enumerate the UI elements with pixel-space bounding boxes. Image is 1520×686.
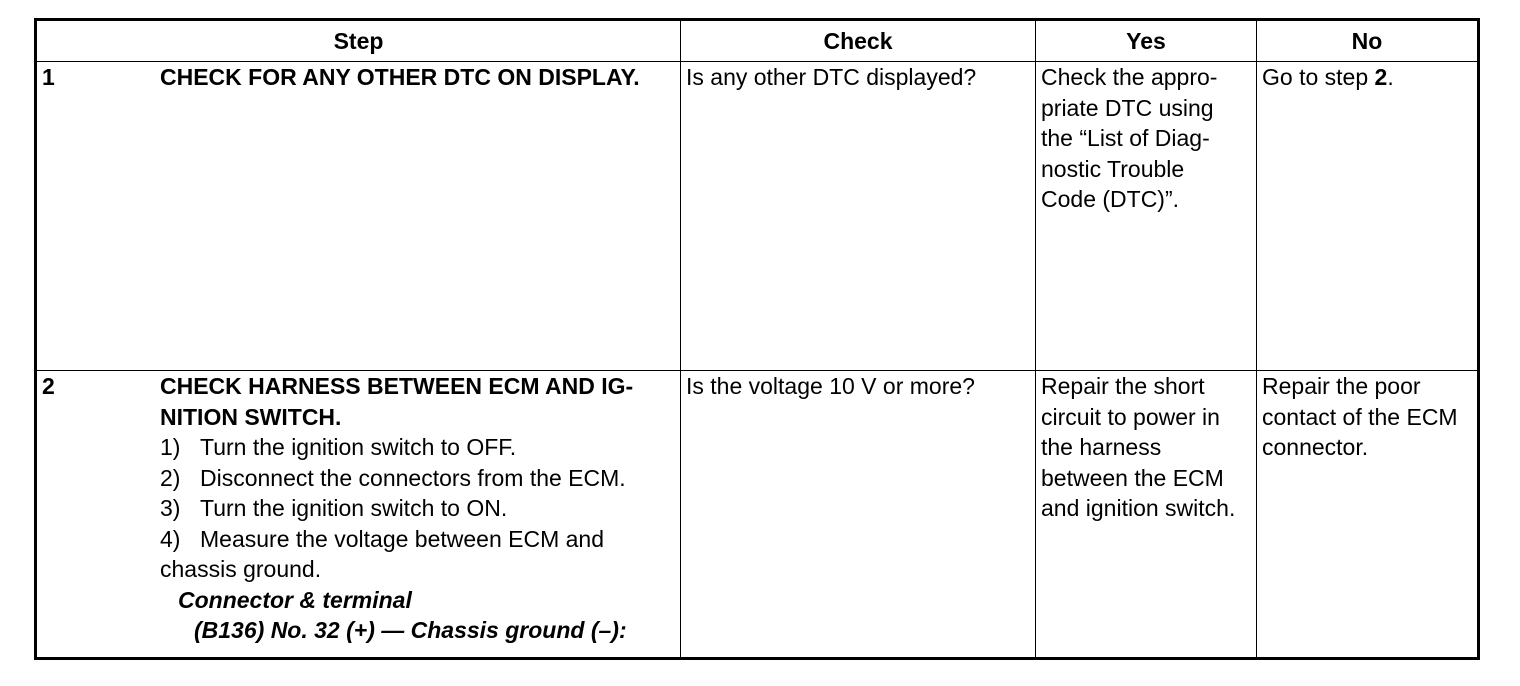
- yes-line: Repair the short: [1041, 373, 1205, 399]
- instruction-text: Measure the voltage between ECM and: [200, 525, 605, 552]
- yes-cell: [1036, 371, 1257, 659]
- step-cell: [36, 371, 681, 659]
- instruction-continuation: chassis ground.: [160, 556, 322, 582]
- instruction-item: [160, 524, 633, 555]
- no-line: Repair the poor: [1262, 373, 1421, 399]
- instruction-number: 1): [160, 434, 181, 460]
- table-row: [36, 371, 1479, 659]
- check-text: Is any other DTC displayed?: [686, 64, 977, 90]
- yes-line: between the ECM: [1041, 464, 1224, 491]
- no-cell: [1257, 371, 1479, 659]
- step-title-line: NITION SWITCH.: [160, 403, 342, 430]
- no-line: connector.: [1262, 434, 1369, 460]
- no-suffix: .: [1387, 64, 1394, 90]
- instruction-item: [160, 493, 633, 524]
- check-text: Is the voltage 10 V or more?: [686, 373, 975, 399]
- instruction-text: Turn the ignition switch to ON.: [200, 495, 508, 521]
- yes-line: Code (DTC)”.: [1041, 186, 1180, 212]
- instruction-number: 2): [160, 464, 181, 491]
- yes-cell: [1036, 62, 1257, 371]
- spec-value: (B136) No. 32 (+) — Chassis ground (–):: [194, 617, 627, 643]
- spec-label: Connector & terminal: [178, 586, 412, 613]
- yes-line: Check the appro-: [1041, 64, 1218, 90]
- step-cell: [36, 62, 681, 371]
- instruction-text: Disconnect the connectors from the ECM.: [200, 464, 626, 491]
- check-cell: [681, 371, 1036, 659]
- header-row: [36, 20, 1479, 62]
- header-step: Step: [36, 20, 681, 62]
- step-title: CHECK FOR ANY OTHER DTC ON DISPLAY.: [160, 64, 640, 90]
- check-cell: [681, 62, 1036, 371]
- yes-line: the harness: [1041, 434, 1162, 460]
- yes-line: nostic Trouble: [1041, 155, 1185, 182]
- step-title-line: CHECK HARNESS BETWEEN ECM AND IG-: [160, 373, 634, 399]
- instruction-item: [160, 432, 633, 463]
- header-check: Check: [681, 20, 1036, 62]
- step-number: 1: [42, 64, 55, 90]
- yes-line: and ignition switch.: [1041, 495, 1236, 521]
- no-line: contact of the ECM: [1262, 403, 1458, 430]
- no-cell: [1257, 62, 1479, 371]
- instruction-number: 4): [160, 525, 181, 552]
- no-step-ref: 2: [1374, 64, 1388, 90]
- step-number: 2: [42, 373, 55, 399]
- yes-line: circuit to power in: [1041, 403, 1220, 430]
- header-no: No: [1257, 20, 1479, 62]
- no-text: [1262, 64, 1394, 90]
- no-prefix: Go to step: [1262, 64, 1375, 90]
- instruction-number: 3): [160, 495, 181, 521]
- instruction-item: [160, 463, 633, 494]
- yes-line: the “List of Diag-: [1041, 125, 1210, 151]
- instruction-text: Turn the ignition switch to OFF.: [200, 434, 517, 460]
- diagnostic-table: [34, 18, 1480, 660]
- table-row: [36, 62, 1479, 371]
- yes-line: priate DTC using: [1041, 94, 1214, 121]
- header-yes: Yes: [1036, 20, 1257, 62]
